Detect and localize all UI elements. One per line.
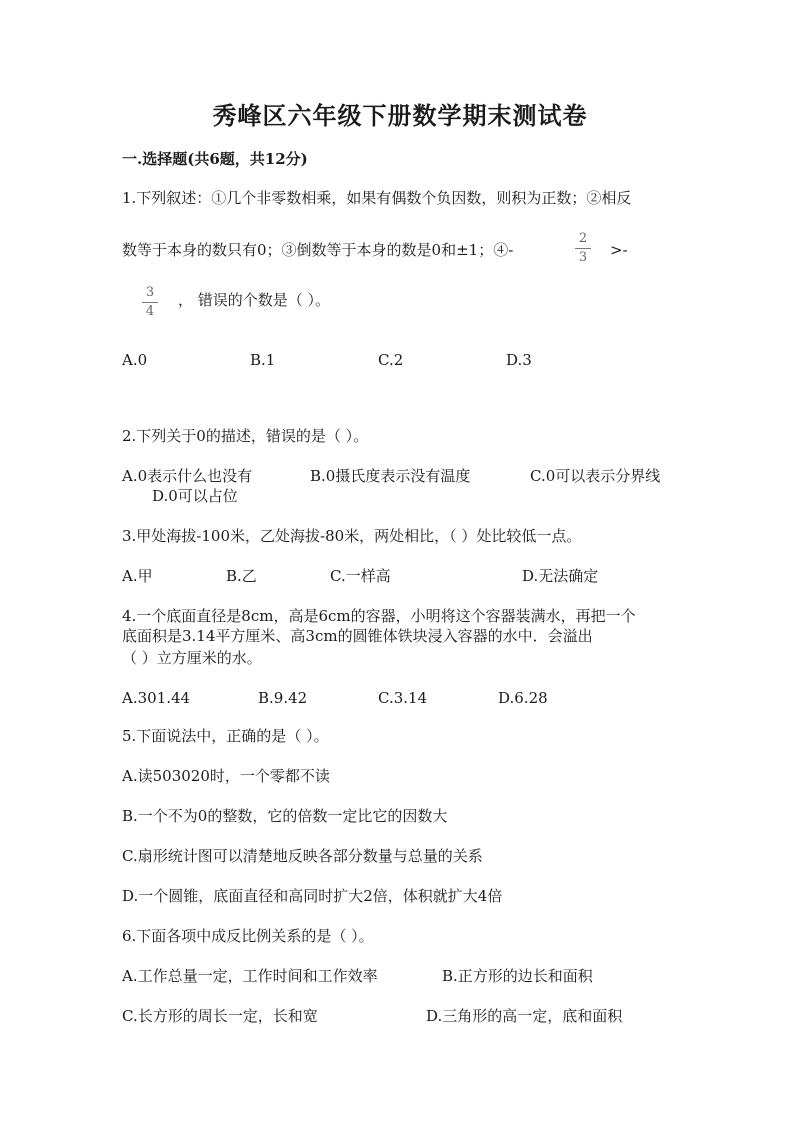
- q5-option-a[interactable]: A.读503020时，一个零都不读: [122, 767, 330, 785]
- q6-option-a[interactable]: A.工作总量一定，工作时间和工作效率: [122, 967, 378, 985]
- q6-option-b[interactable]: B.正方形的边长和面积: [442, 967, 593, 985]
- q6-stem: 6.下面各项中成反比例关系的是（ ）。: [122, 927, 374, 945]
- q1-option-d[interactable]: D.3: [506, 351, 532, 369]
- q1-stem-line3: ， 错误的个数是（ ）。: [178, 291, 331, 309]
- q3-option-b[interactable]: B.乙: [226, 567, 257, 585]
- q2-option-a[interactable]: A.0表示什么也没有: [122, 467, 253, 485]
- q4-option-b[interactable]: B.9.42: [258, 689, 308, 707]
- q1-fraction-numerator: 2: [578, 231, 588, 246]
- q2-option-b[interactable]: B.0摄氏度表示没有温度: [310, 467, 471, 485]
- q5-stem: 5.下面说法中，正确的是（ ）。: [122, 727, 329, 745]
- q1-fraction-numerator: 3: [145, 285, 155, 300]
- q1-fraction-denominator: 3: [578, 250, 588, 265]
- q3-option-d[interactable]: D.无法确定: [522, 567, 599, 585]
- q4-stem-line3: （ ）立方厘米的水。: [122, 649, 262, 667]
- q4-option-a[interactable]: A.301.44: [122, 689, 191, 707]
- q1-fraction-denominator: 4: [145, 304, 155, 319]
- q4-stem-line1: 4.一个底面直径是8cm，高是6cm的容器，小明将这个容器装满水，再把一个: [122, 607, 636, 625]
- q1-stem-line2: 数等于本身的数只有0；③倒数等于本身的数是0和±1；④-: [122, 241, 514, 259]
- q1-option-b[interactable]: B.1: [250, 351, 276, 369]
- q2-option-c[interactable]: C.0可以表示分界线: [530, 467, 661, 485]
- q1-fraction-2-3: [575, 232, 591, 265]
- q5-option-b[interactable]: B.一个不为0的整数，它的倍数一定比它的因数大: [122, 807, 448, 825]
- fraction-bar: [142, 302, 158, 303]
- fraction-bar: [575, 248, 591, 249]
- q5-option-d[interactable]: D.一个圆锥，底面直径和高同时扩大2倍，体积就扩大4倍: [122, 887, 503, 905]
- q6-option-d[interactable]: D.三角形的高一定，底和面积: [426, 1007, 623, 1025]
- q1-fraction-3-4: [142, 286, 158, 319]
- q6-option-c[interactable]: C.长方形的周长一定，长和宽: [122, 1007, 318, 1025]
- q3-option-c[interactable]: C.一样高: [330, 567, 391, 585]
- q1-compare-symbol: >-: [610, 241, 628, 259]
- section-heading: 一.选择题(共6题，共12分): [122, 150, 308, 168]
- q3-option-a[interactable]: A.甲: [122, 567, 153, 585]
- q4-stem-line2: 底面积是3.14平方厘米、高3cm的圆锥体铁块浸入容器的水中．会溢出: [122, 627, 593, 645]
- q1-option-c[interactable]: C.2: [378, 351, 404, 369]
- q4-option-d[interactable]: D.6.28: [498, 689, 548, 707]
- q4-option-c[interactable]: C.3.14: [378, 689, 428, 707]
- q2-option-d[interactable]: D.0可以占位: [152, 487, 238, 505]
- exam-title: 秀峰区六年级下册数学期末测试卷: [212, 101, 588, 130]
- q1-stem-line1: 1.下列叙述：①几个非零数相乘，如果有偶数个负因数，则积为正数；②相反: [122, 189, 632, 207]
- q1-option-a[interactable]: A.0: [122, 351, 148, 369]
- q2-stem: 2.下列关于0的描述，错误的是（ ）。: [122, 427, 369, 445]
- q5-option-c[interactable]: C.扇形统计图可以清楚地反映各部分数量与总量的关系: [122, 847, 483, 865]
- q3-stem: 3.甲处海拔-100米，乙处海拔-80米，两处相比，（ ）处比较低一点。: [122, 527, 582, 545]
